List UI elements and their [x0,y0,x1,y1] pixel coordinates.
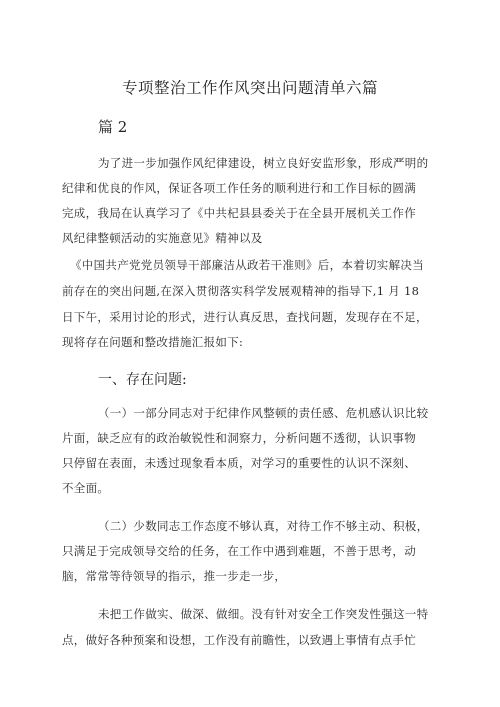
paragraph-line: 现将存在问题和整改措施汇报如下: [62,335,244,349]
paragraph-line: （二）少数同志工作态度不够认真，对待工作不够主动、积极， [98,519,429,533]
paragraph-line: 前存在的突出问题,在深入贯彻落实科学发展观精神的指导下,1 月 18 [62,284,420,298]
paragraph-line: 完成，我局在认真学习了《中共杞县县委关于在全县开展机关工作作 [62,206,416,220]
paragraph-line: 风纪律整顿活动的实施意见》精神以及 [62,231,263,245]
section-heading: 篇 2 [98,118,128,136]
paragraph-line: 未把工作做实、做深、做细。没有针对安全工作突发性强这一特 [98,607,429,621]
paragraph-line: 纪律和优良的作风，保证各项工作任务的顺利进行和工作目标的圆满 [62,181,416,195]
paragraph-line: 为了进一步加强作风纪律建设，树立良好安监形象，形成严明的 [98,156,429,170]
paragraph-line: 点，做好各种预案和设想，工作没有前瞻性，以致遇上事情有点手忙 [62,633,416,647]
sub-heading: 一、存在问题: [98,372,187,388]
document-title: 专项整治工作作风突出问题清单六篇 [121,79,378,97]
paragraph-line: 《中国共产党党员领导干部廉洁从政若干准则》后，本着切实解决当 [70,258,424,272]
paragraph-line: 只满足于完成领导交给的任务，在工作中遇到难题，不善于思考，动 [62,544,416,558]
paragraph-line: 日下午，采用讨论的形式，进行认真反思，查找问题，发现存在不足， [62,310,428,324]
paragraph-line: 脑，常常等待领导的指示，推一步走一步， [62,569,287,583]
paragraph-line: 不全面。 [62,481,110,495]
paragraph-line: 只停留在表面，未透过现象看本质，对学习的重要性的认识不深刻、 [62,456,416,470]
paragraph-line: 片面，缺乏应有的政治敏锐性和洞察力，分析问题不透彻，认识事物 [62,431,416,445]
paragraph-line: （一）一部分同志对于纪律作风整顿的责任感、危机感认识比较 [98,406,429,420]
